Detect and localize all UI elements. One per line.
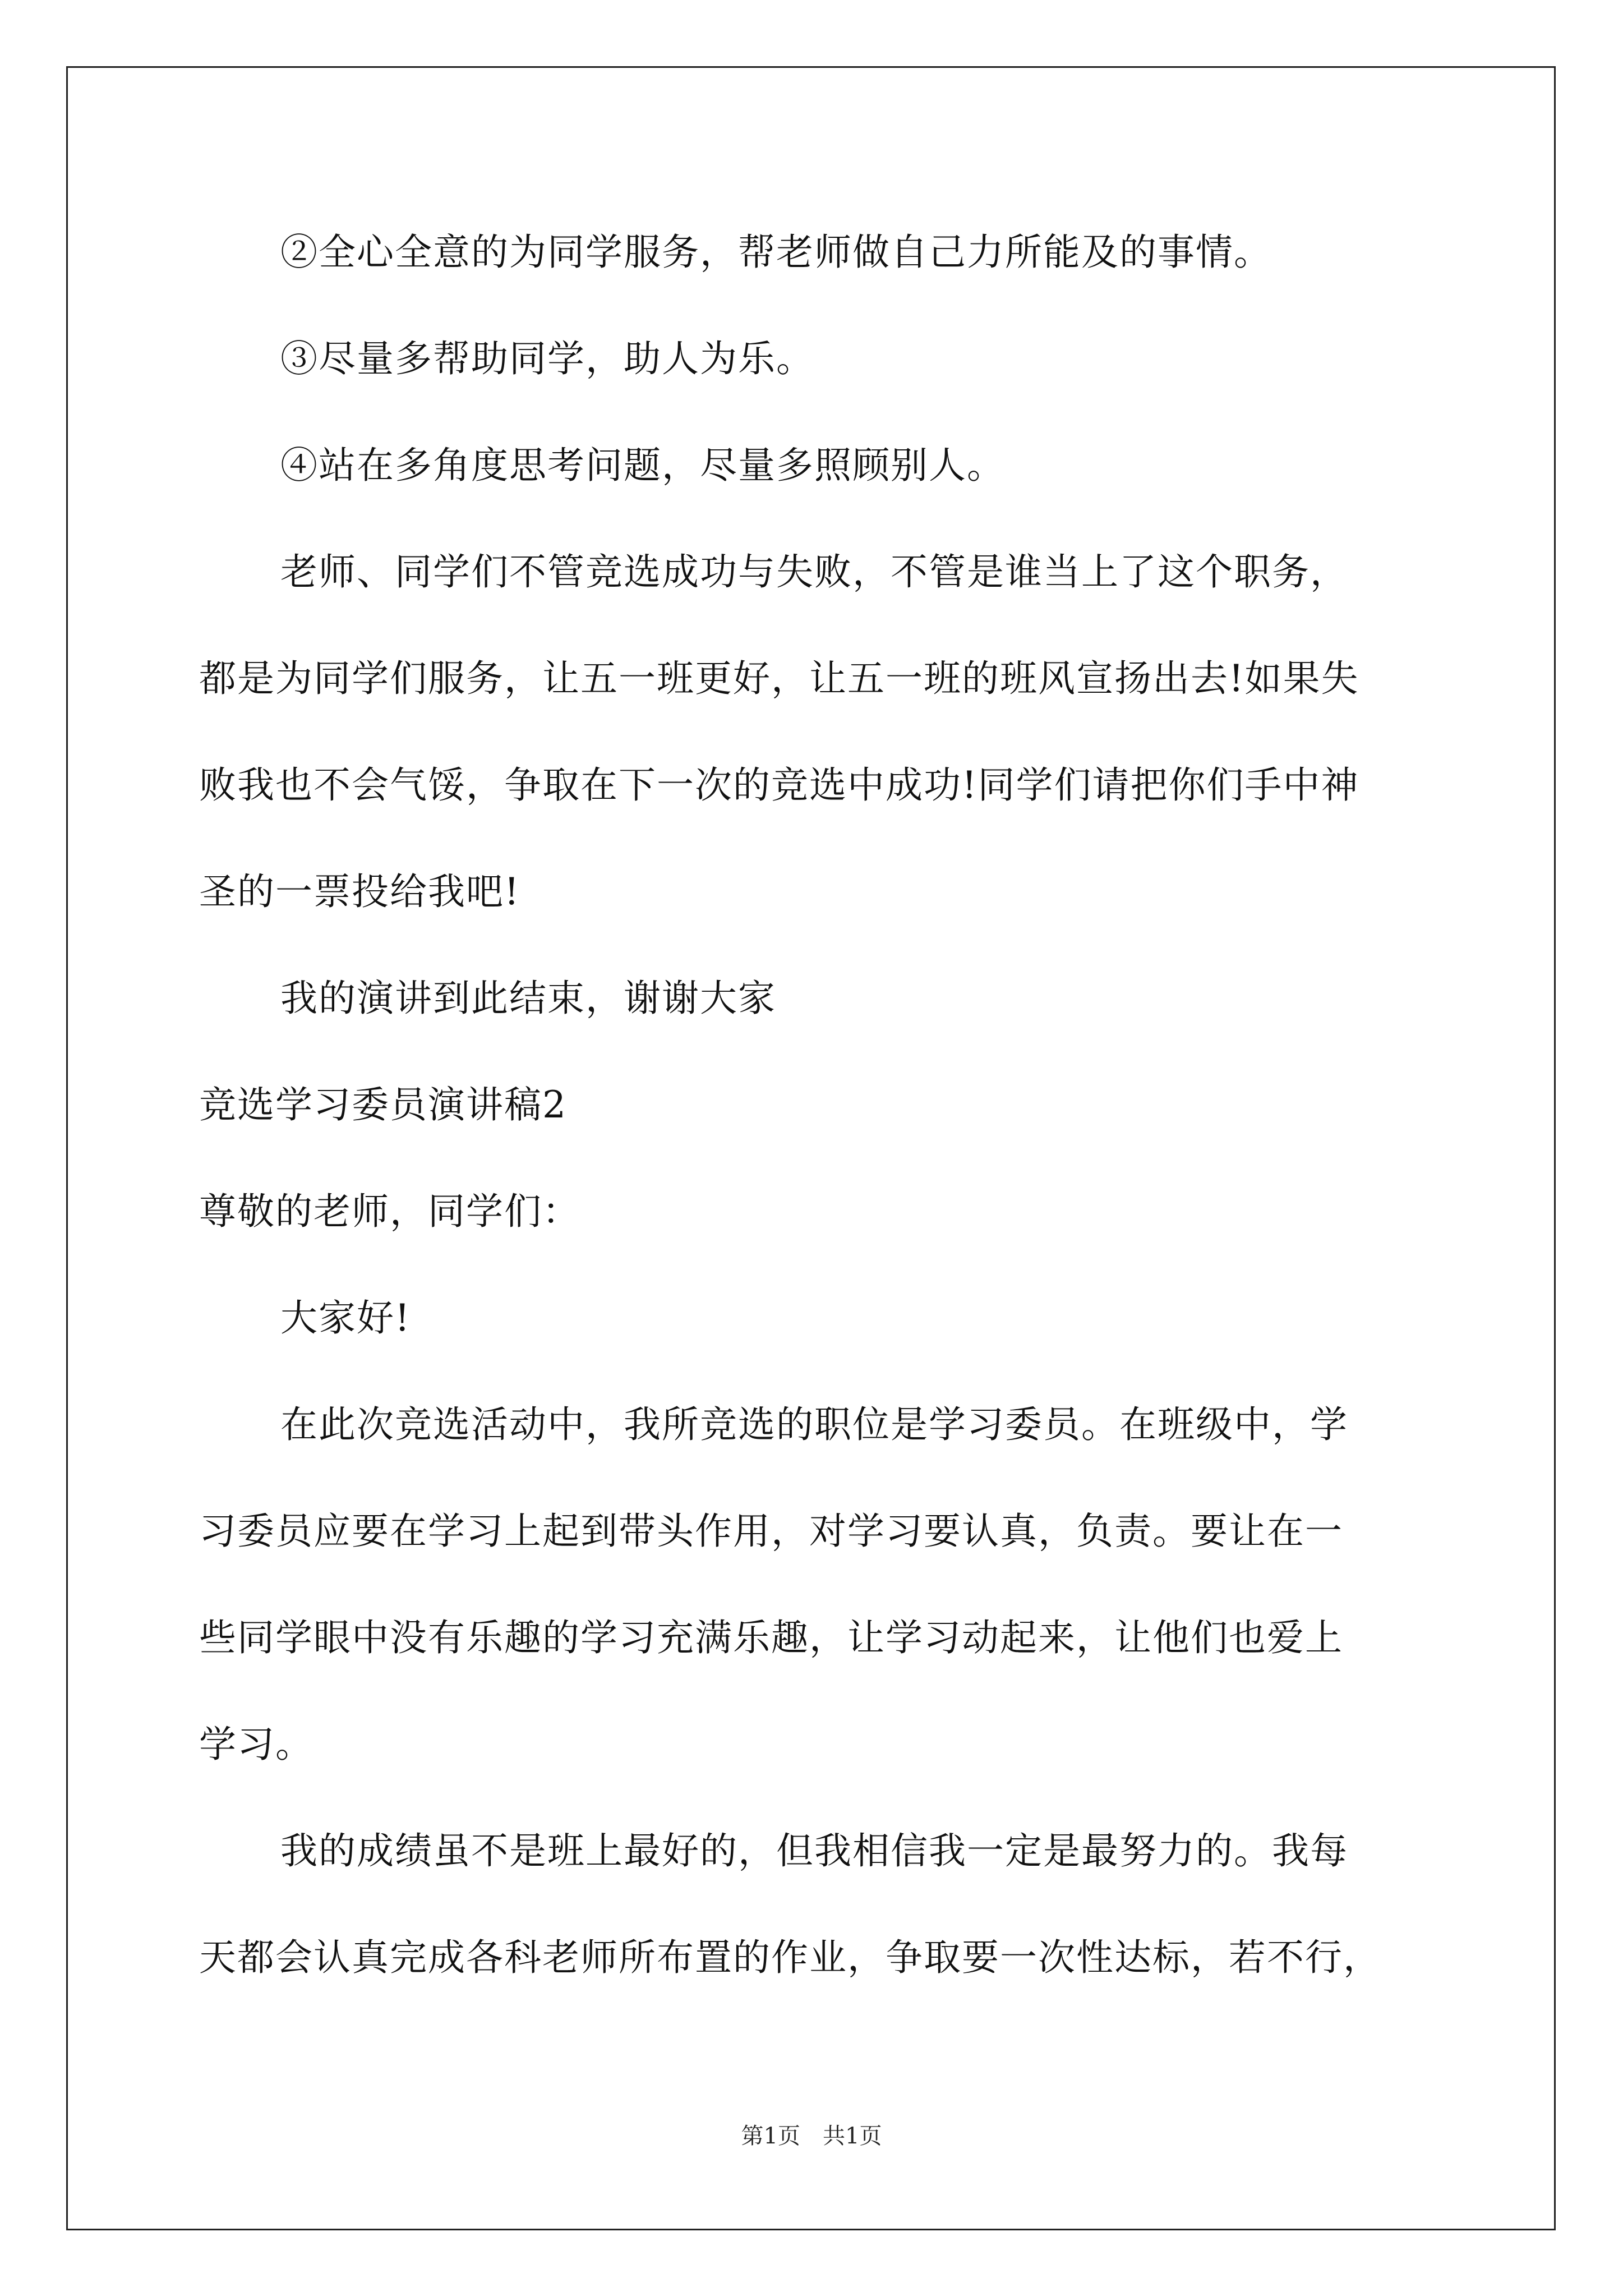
paragraph-line: 在此次竞选活动中，我所竞选的职位是学习委员。在班级中，学	[280, 1403, 1348, 1446]
paragraph-line: 圣的一票投给我吧!	[199, 870, 520, 913]
paragraph-line: 我的演讲到此结束，谢谢大家	[280, 977, 776, 1020]
page-footer: 第1页 共1页	[741, 2123, 882, 2149]
page-border	[66, 66, 1556, 2230]
section-title: 竞选学习委员演讲稿2	[199, 1083, 567, 1126]
paragraph-line: 习委员应要在学习上起到带头作用，对学习要认真，负责。要让在一	[199, 1510, 1343, 1553]
paragraph-line: 老师、同学们不管竞选成功与失败，不管是谁当上了这个职务，	[280, 550, 1348, 593]
salutation: 尊敬的老师，同学们：	[199, 1190, 580, 1233]
greeting: 大家好!	[280, 1296, 411, 1340]
paragraph-line: 我的成绩虽不是班上最好的，但我相信我一定是最努力的。我每	[280, 1829, 1348, 1872]
paragraph-line: ④站在多角度思考问题，尽量多照顾别人。	[280, 444, 1005, 487]
paragraph-line: ②全心全意的为同学服务，帮老师做自己力所能及的事情。	[280, 231, 1272, 274]
paragraph-line: ③尽量多帮助同学，助人为乐。	[280, 337, 814, 380]
paragraph-line: 天都会认真完成各科老师所布置的作业，争取要一次性达标，若不行，	[199, 1936, 1381, 1979]
paragraph-line: 些同学眼中没有乐趣的学习充满乐趣，让学习动起来，让他们也爱上	[199, 1616, 1343, 1659]
paragraph-line: 学习。	[199, 1723, 313, 1766]
paragraph-line: 败我也不会气馁，争取在下一次的竞选中成功!同学们请把你们手中神	[199, 763, 1359, 807]
paragraph-line: 都是为同学们服务，让五一班更好，让五一班的班风宣扬出去!如果失	[199, 657, 1359, 700]
